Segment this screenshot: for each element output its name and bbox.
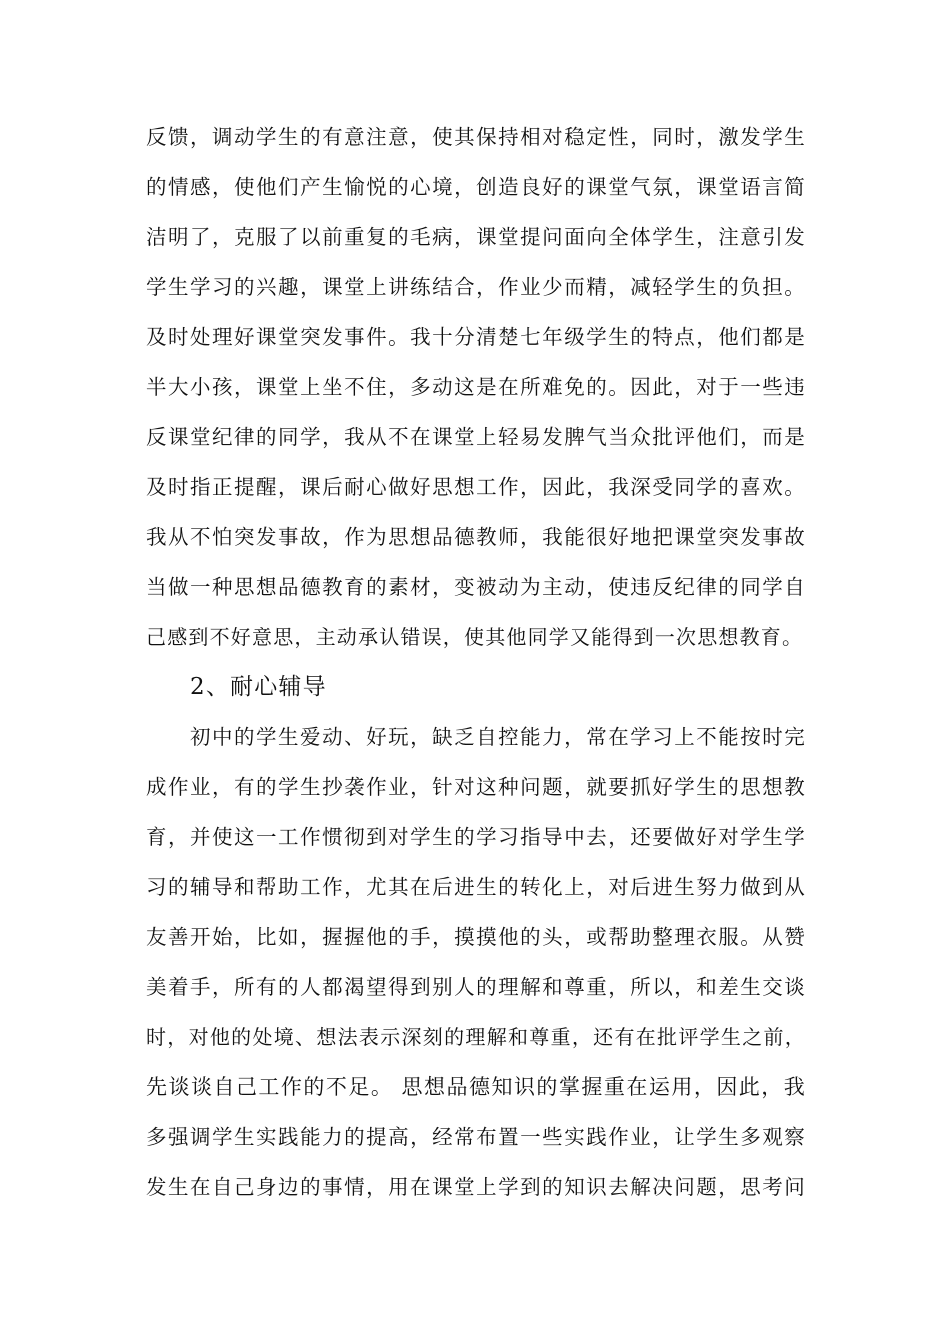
section-heading: 2、耐心辅导 [190,674,327,700]
body-text-line: 美着手，所有的人都渴望得到别人的理解和尊重，所以，和差生交谈 [146,975,806,999]
body-text-line: 时，对他的处境、想法表示深刻的理解和尊重，还有在批评学生之前， [146,1025,806,1049]
body-text-line: 多强调学生实践能力的提高，经常布置一些实践作业，让学生多观察 [146,1125,806,1149]
body-text-line: 习的辅导和帮助工作，尤其在后进生的转化上，对后进生努力做到从 [146,875,806,899]
body-text-line: 先谈谈自己工作的不足。 思想品德知识的掌握重在运用，因此，我 [146,1075,806,1099]
body-text-line: 的情感，使他们产生愉悦的心境，创造良好的课堂气氛，课堂语言简 [146,175,806,199]
body-text-line: 半大小孩，课堂上坐不住，多动这是在所难免的。因此，对于一些违 [146,375,806,399]
body-text-line: 当做一种思想品德教育的素材，变被动为主动，使违反纪律的同学自 [146,575,806,599]
body-text-line: 学生学习的兴趣，课堂上讲练结合，作业少而精，减轻学生的负担。 [146,275,806,299]
body-text-line: 反馈，调动学生的有意注意，使其保持相对稳定性，同时，激发学生 [146,125,806,149]
body-text-line: 成作业，有的学生抄袭作业，针对这种问题，就要抓好学生的思想教 [146,775,806,799]
body-text-line: 洁明了，克服了以前重复的毛病，课堂提问面向全体学生，注意引发 [146,225,806,249]
body-text-line: 我从不怕突发事故，作为思想品德教师，我能很好地把课堂突发事故 [146,525,806,549]
body-text-line: 反课堂纪律的同学，我从不在课堂上轻易发脾气当众批评他们，而是 [146,425,806,449]
body-text-line: 及时指正提醒，课后耐心做好思想工作，因此，我深受同学的喜欢。 [146,475,806,499]
body-text-line: 己感到不好意思，主动承认错误，使其他同学又能得到一次思想教育。 [146,625,804,649]
body-text-line: 友善开始，比如，握握他的手，摸摸他的头，或帮助整理衣服。从赞 [146,925,806,949]
body-text-line: 及时处理好课堂突发事件。我十分清楚七年级学生的特点，他们都是 [146,325,806,349]
body-text-line: 初中的学生爱动、好玩，缺乏自控能力，常在学习上不能按时完 [190,725,806,749]
body-text-line: 发生在自己身边的事情，用在课堂上学到的知识去解决问题，思考问 [146,1175,806,1199]
body-text-line: 育，并使这一工作惯彻到对学生的学习指导中去，还要做好对学生学 [146,825,806,849]
